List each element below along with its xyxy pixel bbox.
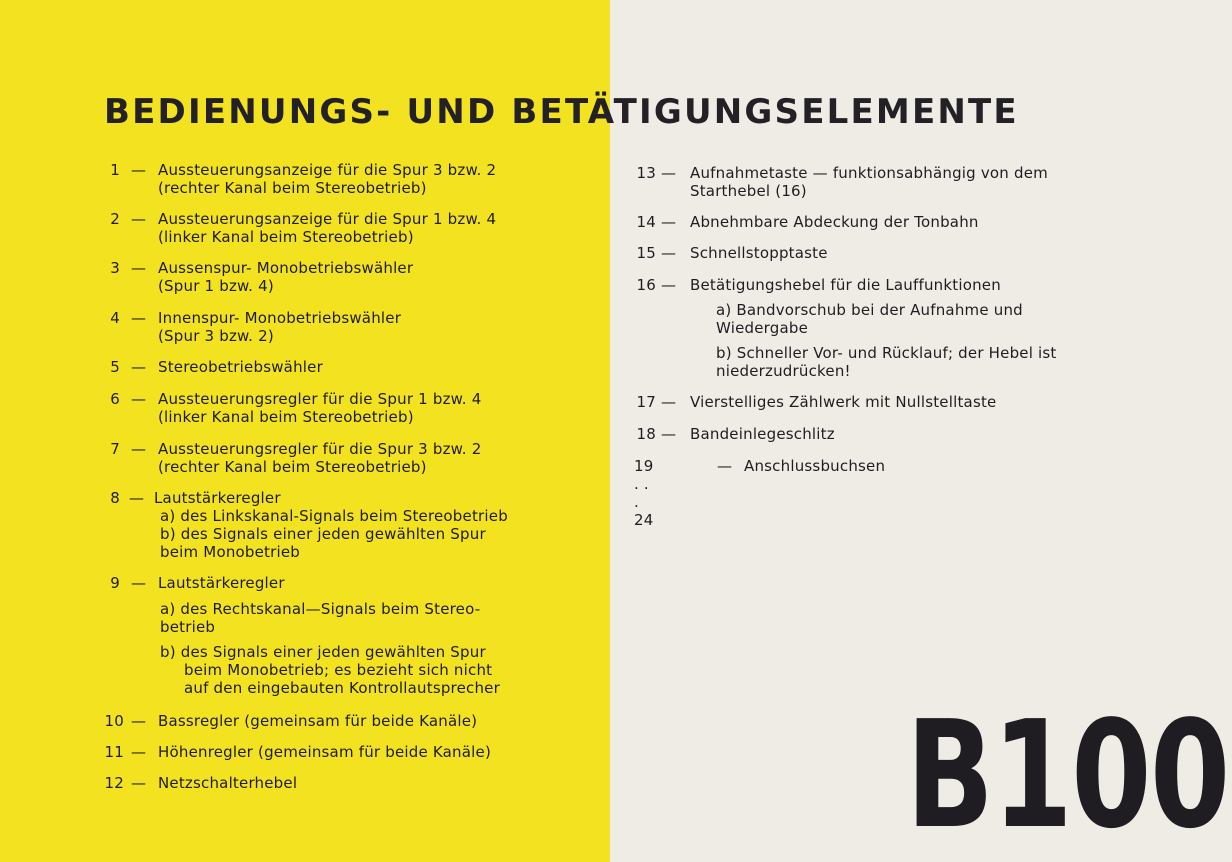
item-subline: betrieb: [160, 618, 216, 636]
item-text: [690, 213, 979, 231]
item-text: [690, 276, 1001, 294]
item-text-line: Vierstelliges Zählwerk mit Nullstelltaste: [690, 393, 997, 411]
item-dash: —: [131, 309, 147, 327]
item-text-line: Lautstärkeregler: [158, 574, 285, 592]
item-subline: a) Bandvorschub bei der Aufnahme und: [716, 301, 1023, 319]
item-text: [690, 425, 835, 443]
item-text-line: Betätigungshebel für die Lauffunktionen: [690, 276, 1001, 294]
item-subline: b) des Signals einer jeden gewählten Spur: [160, 525, 486, 543]
item-text-line: Aussteuerungsanzeige für die Spur 1 bzw. 4: [158, 210, 497, 228]
item-text-line: Höhenregler (gemeinsam für beide Kanäle): [158, 743, 491, 761]
item-text-line: Aussteuerungsanzeige für die Spur 3 bzw. 2: [158, 161, 497, 179]
item-text-line: (rechter Kanal beim Stereobetrieb): [158, 179, 427, 197]
model-name: B100: [906, 689, 1229, 861]
item-number: 1: [110, 161, 120, 179]
item-text-line: Starthebel (16): [690, 182, 807, 200]
item-text-line: Innenspur- Monobetriebswähler: [158, 309, 402, 327]
item-dash: —: [131, 161, 147, 179]
item-text-line: Netzschalterhebel: [158, 774, 298, 792]
item-number: 10: [104, 712, 124, 730]
item-number: 14: [636, 213, 656, 231]
item-text: [158, 358, 323, 376]
item-text: [744, 457, 885, 475]
item-text-line: Aussenspur- Monobetriebswähler: [158, 259, 414, 277]
item-text: [158, 259, 413, 295]
item-text-line: Schnellstopptaste: [690, 244, 828, 262]
item-text: [158, 743, 491, 761]
item-text: [158, 210, 496, 246]
item-dash: —: [131, 358, 147, 376]
item-dash: —: [131, 574, 147, 592]
item-number: 13: [636, 164, 656, 182]
item-text-line: (linker Kanal beim Stereobetrieb): [158, 408, 414, 426]
item-text: [158, 161, 496, 197]
item-number: 9: [110, 574, 120, 592]
item-text-line: Anschlussbuchsen: [744, 457, 886, 475]
item-text-line: (rechter Kanal beim Stereobetrieb): [158, 458, 427, 476]
item-text: [158, 440, 481, 476]
item-text-line: Aussteuerungsregler für die Spur 3 bzw. 2: [158, 440, 482, 458]
item-text-line: (Spur 1 bzw. 4): [158, 277, 274, 295]
item-dash: —: [717, 457, 733, 475]
item-dash: —: [661, 276, 677, 294]
item-dash: —: [131, 259, 147, 277]
item-text: [690, 164, 1048, 200]
item-text-line: (linker Kanal beim Stereobetrieb): [158, 228, 414, 246]
item-subline: beim Monobetrieb: [160, 543, 301, 561]
item-number: 4: [110, 309, 120, 327]
item-text-line: Abnehmbare Abdeckung der Tonbahn: [690, 213, 979, 231]
item-text-line: (Spur 3 bzw. 2): [158, 327, 274, 345]
item-number: 12: [104, 774, 124, 792]
item-dash: —: [131, 743, 147, 761]
item-text: [158, 390, 481, 426]
item-text: [690, 393, 996, 411]
item-text: [154, 489, 281, 507]
item-number: 17: [636, 393, 656, 411]
item-text-line: Stereobetriebswähler: [158, 358, 323, 376]
item-dash: —: [661, 425, 677, 443]
item-dash: —: [129, 489, 145, 507]
item-subline: niederzudrücken!: [716, 362, 851, 380]
item-number: 5: [110, 358, 120, 376]
item-subline: beim Monobetrieb; es bezieht sich nicht: [184, 661, 493, 679]
item-dash: —: [661, 164, 677, 182]
item-number: 11: [104, 743, 124, 761]
item-number: 18: [636, 425, 656, 443]
item-number: 15: [636, 244, 656, 262]
item-dash: —: [131, 440, 147, 458]
item-number: 8: [110, 489, 120, 507]
item-subline: b) des Signals einer jeden gewählten Spur: [160, 643, 486, 661]
item-number: 19 . . . 24: [634, 457, 654, 529]
item-subline: a) des Rechtskanal—Signals beim Stereo-: [160, 600, 481, 618]
item-dash: —: [131, 390, 147, 408]
page-title: BEDIENUNGS- UND BETÄTIGUNGSELEMENTE: [104, 92, 1019, 132]
item-dash: —: [661, 244, 677, 262]
item-number: 16: [636, 276, 656, 294]
item-text-line: Bandeinlegeschlitz: [690, 425, 835, 443]
item-text-line: Aussteuerungsregler für die Spur 1 bzw. 4: [158, 390, 482, 408]
item-subline: b) Schneller Vor- und Rücklauf; der Hebel ist: [716, 344, 1057, 362]
item-subline: a) des Linkskanal-Signals beim Stereobetrieb: [160, 507, 508, 525]
item-text: [158, 309, 401, 345]
item-text: [158, 574, 285, 592]
item-dash: —: [661, 393, 677, 411]
item-text-line: Aufnahmetaste — funktionsabhängig von dem: [690, 164, 1048, 182]
item-subline: Wiedergabe: [716, 319, 809, 337]
item-number: 6: [110, 390, 120, 408]
item-text: [158, 774, 297, 792]
item-text: [158, 712, 477, 730]
item-text-line: Bassregler (gemeinsam für beide Kanäle): [158, 712, 478, 730]
item-dash: —: [131, 210, 147, 228]
item-text-line: Lautstärkeregler: [154, 489, 281, 507]
item-dash: —: [131, 774, 147, 792]
item-text: [690, 244, 828, 262]
item-number: 2: [110, 210, 120, 228]
item-subline: auf den eingebauten Kontrollautsprecher: [184, 679, 500, 697]
item-dash: —: [661, 213, 677, 231]
item-dash: —: [131, 712, 147, 730]
item-number: 7: [110, 440, 120, 458]
item-number: 3: [110, 259, 120, 277]
